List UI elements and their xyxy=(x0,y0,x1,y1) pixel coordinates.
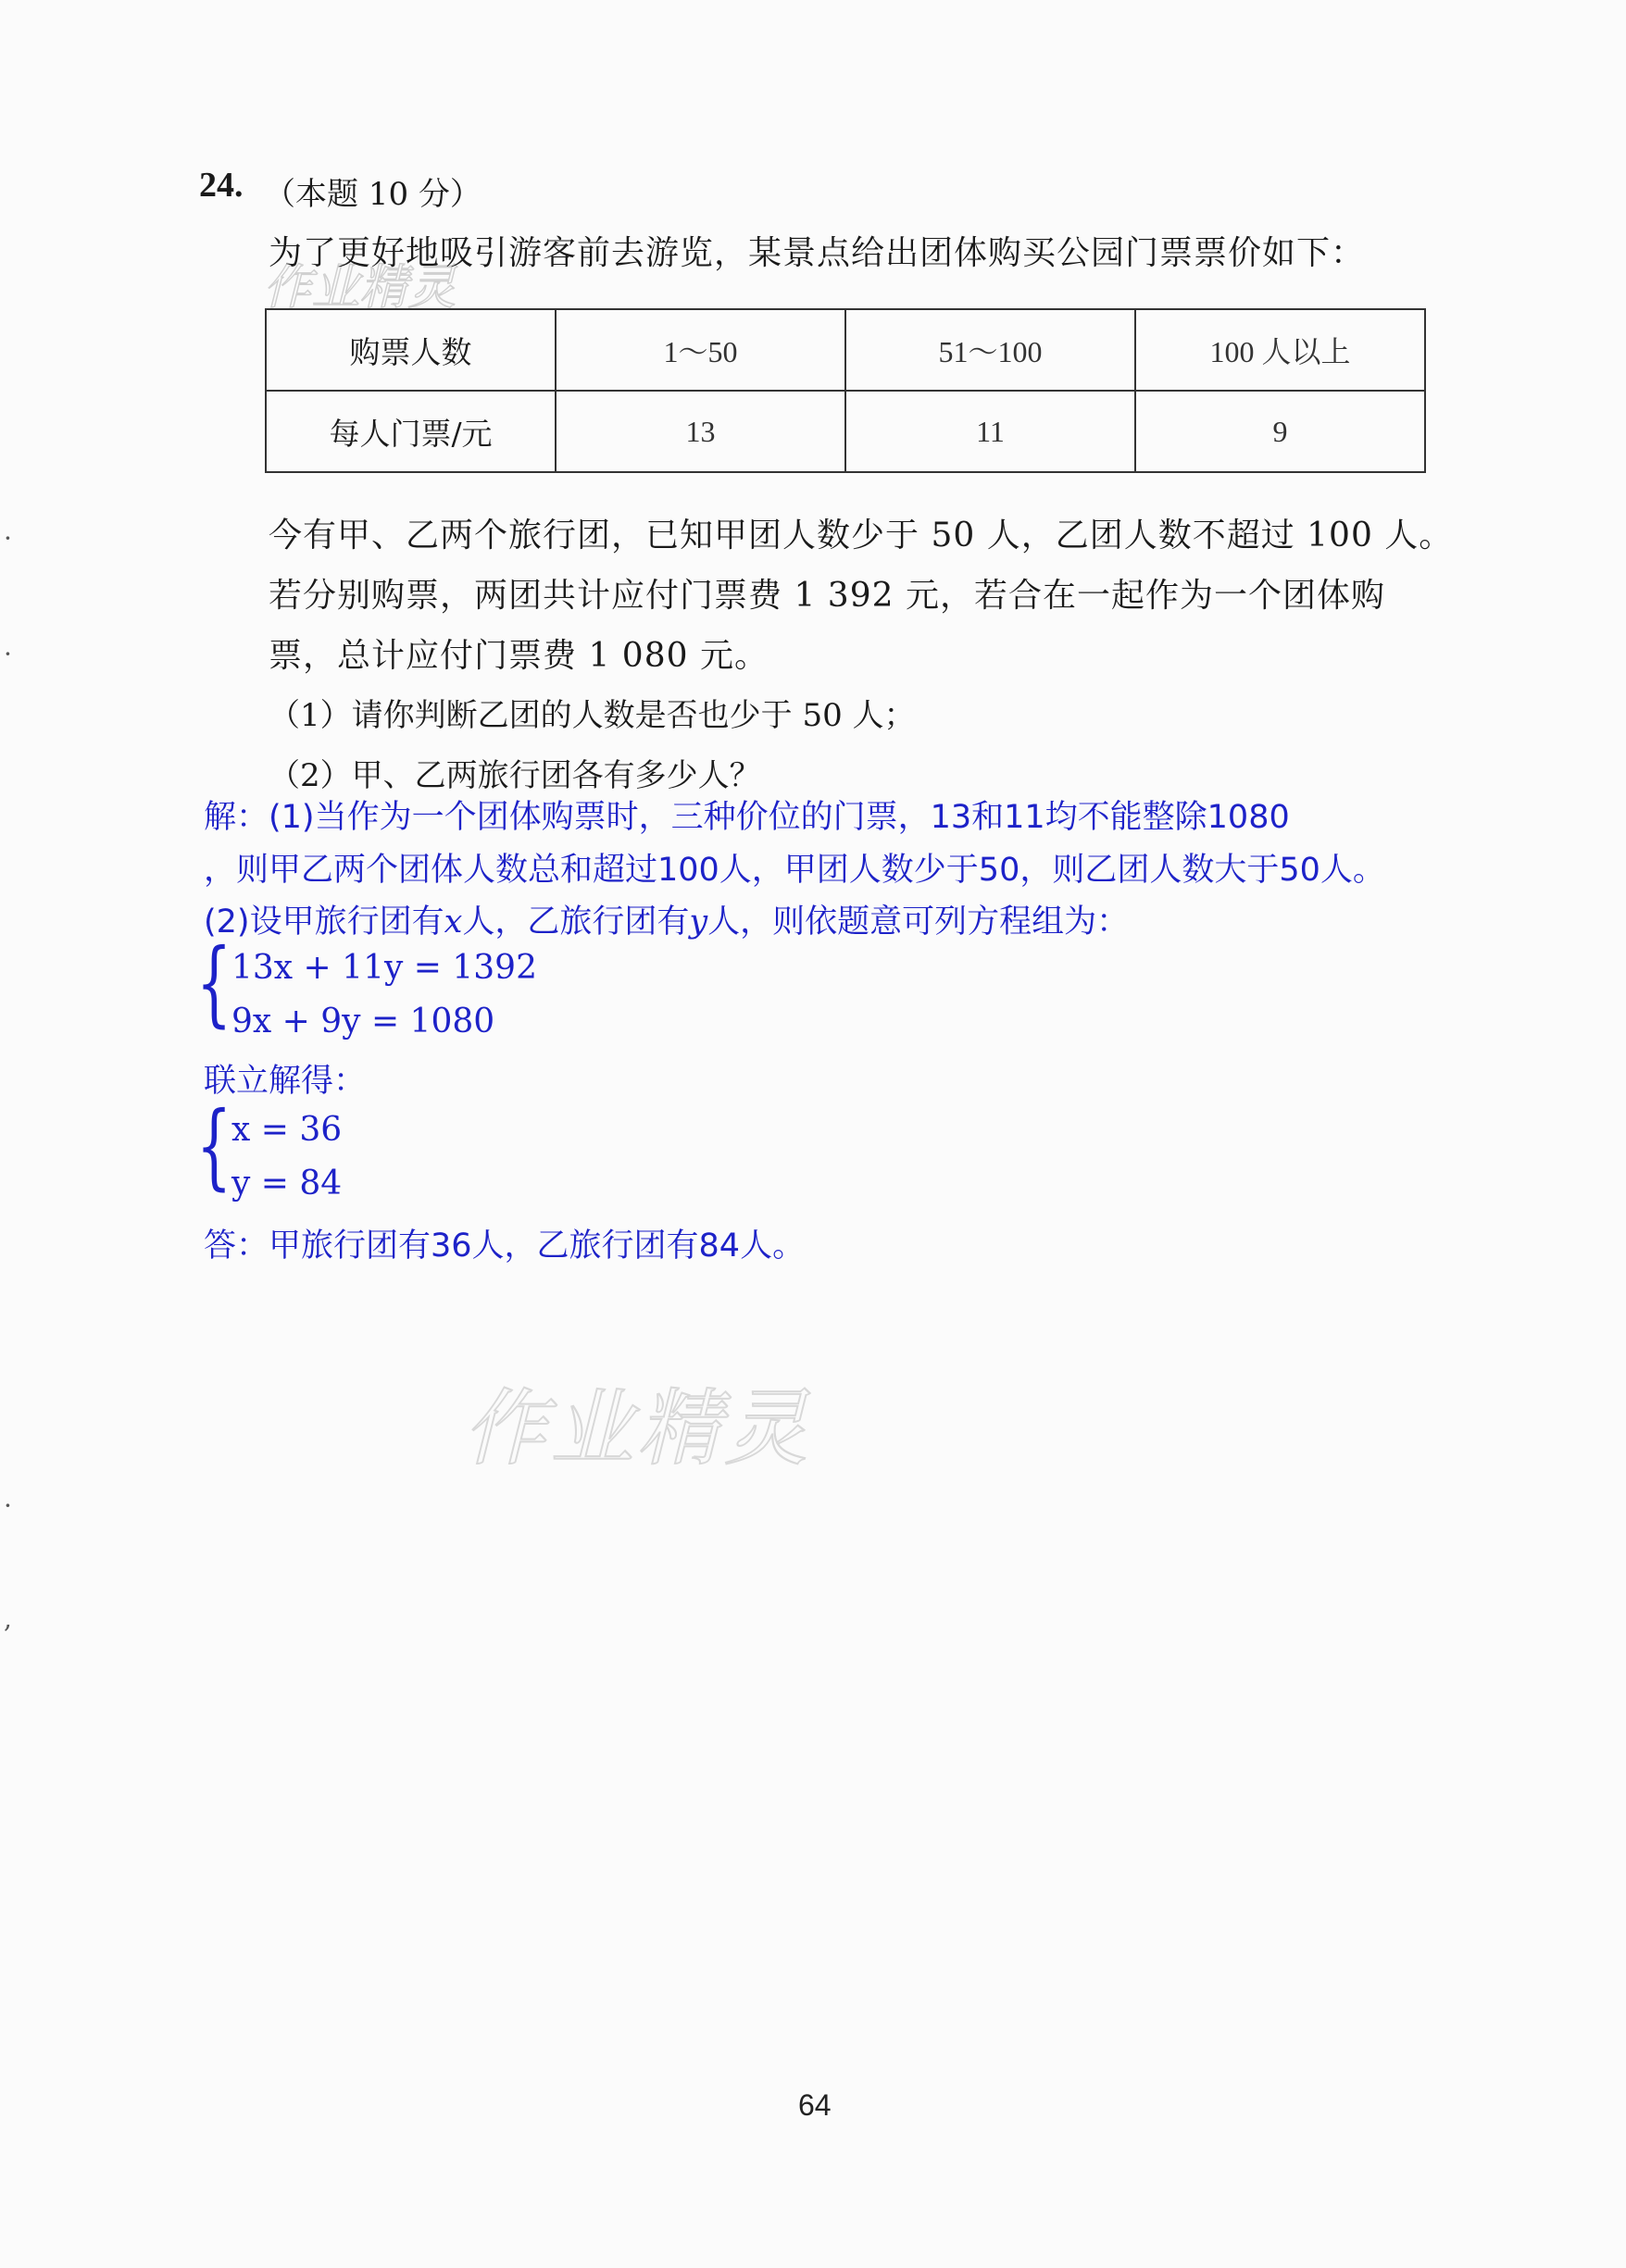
question-score: （本题 10 分） xyxy=(264,176,482,213)
solution-text: (2)设甲旅行团有 xyxy=(204,903,444,941)
answer-x: x = 36 xyxy=(231,1111,343,1149)
final-answer: 答：甲旅行团有36人，乙旅行团有84人。 xyxy=(204,1227,806,1265)
solution-text: 人，则依题意可列方程组为： xyxy=(707,903,1130,941)
margin-mark: · xyxy=(4,1490,12,1521)
solution-line-1: 解：(1)当作为一个团体购票时，三种价位的门票，13和11均不能整除1080 xyxy=(204,799,1290,836)
equation-1: 13x + 11y = 1392 xyxy=(231,949,537,987)
equation-2: 9x + 9y = 1080 xyxy=(231,1003,495,1041)
variable-x: x xyxy=(444,903,463,941)
combine-label: 联立解得： xyxy=(204,1063,367,1100)
solution-brace: { xyxy=(196,1091,232,1200)
table-cell: 11 xyxy=(845,391,1135,472)
table-cell: 13 xyxy=(556,391,845,472)
question-paragraph: 若分别购票，两团共计应付门票费 1 392 元，若合在一起作为一个团体购 xyxy=(269,577,1385,615)
margin-mark: · xyxy=(4,639,12,669)
table-row xyxy=(266,309,1425,391)
question-intro: 为了更好地吸引游客前去游览，某景点给出团体购买公园门票票价如下： xyxy=(269,234,1366,272)
watermark-top: 作业精灵 xyxy=(260,260,468,316)
table-cell: 每人门票/元 xyxy=(266,391,556,472)
question-paragraph: 票，总计应付门票费 1 080 元。 xyxy=(269,637,769,675)
question-number: 24. xyxy=(199,166,244,205)
question-part-2: （2）甲、乙两旅行团各有多少人？ xyxy=(269,757,761,794)
table-header-cell: 购票人数 xyxy=(266,309,556,391)
table-cell: 9 xyxy=(1135,391,1425,472)
solution-line-3 xyxy=(204,896,1129,942)
answer-y: y = 84 xyxy=(231,1165,343,1203)
system-brace: { xyxy=(196,928,232,1037)
watermark: 作业精灵 xyxy=(457,1380,831,1477)
table-header-cell: 51～100 xyxy=(845,309,1135,391)
variable-y: y xyxy=(689,903,708,941)
page-number: 64 xyxy=(798,2088,832,2122)
table-header-cell: 1～50 xyxy=(556,309,845,391)
price-table xyxy=(265,308,1426,473)
table-header-cell: 100 人以上 xyxy=(1135,309,1425,391)
question-part-1: （1）请你判断乙团的人数是否也少于 50 人； xyxy=(269,697,916,734)
margin-mark: · xyxy=(4,523,12,554)
solution-text: 人，乙旅行团有 xyxy=(462,903,690,941)
solution-line-2: ，则甲乙两个团体人数总和超过100人，甲团人数少于50，则乙团人数大于50人。 xyxy=(204,852,1385,889)
margin-mark: , xyxy=(4,1603,12,1634)
question-paragraph: 今有甲、乙两个旅行团，已知甲团人数少于 50 人，乙团人数不超过 100 人。 xyxy=(269,517,1454,555)
table-row xyxy=(266,391,1425,472)
